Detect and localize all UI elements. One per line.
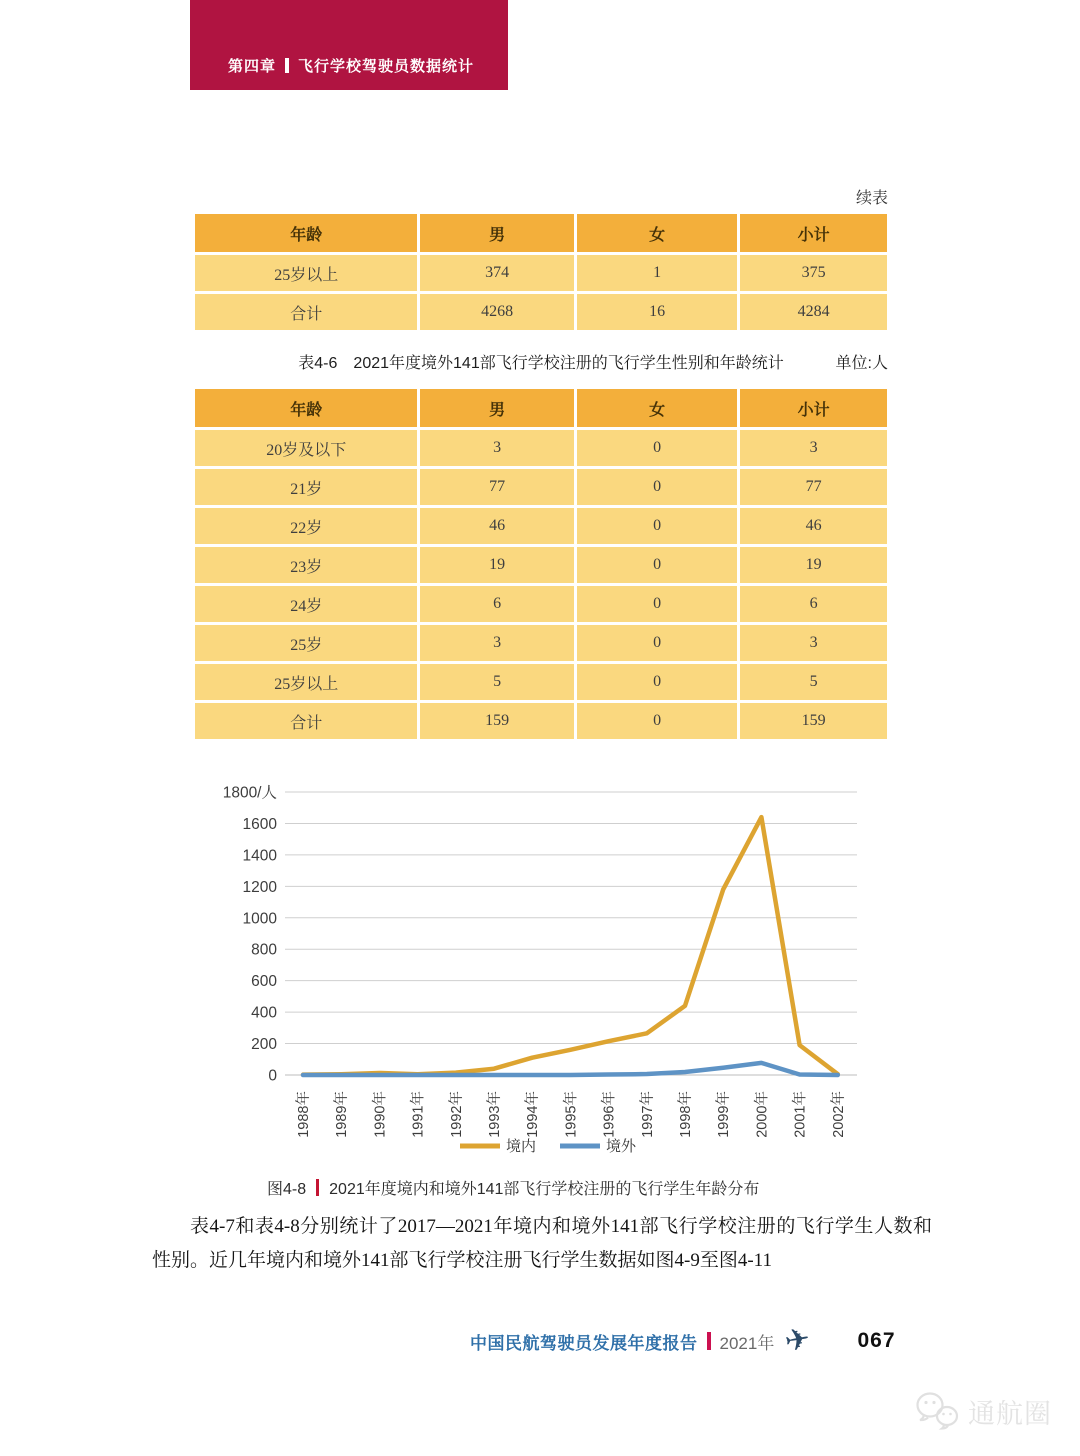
table-row xyxy=(195,703,887,739)
footer-separator-bar xyxy=(707,1332,711,1350)
figure-caption-separator-bar xyxy=(316,1179,319,1196)
age-distribution-chart xyxy=(205,777,885,1175)
table-row xyxy=(195,664,887,700)
chart-ytick-label: 1400 xyxy=(242,847,277,865)
chapter-banner xyxy=(190,0,508,90)
table-cell: 0 xyxy=(577,508,737,544)
chart-ytick-label: 1600 xyxy=(242,815,277,833)
chart-xtick-label: 2002年 xyxy=(830,1091,847,1138)
chart-svg xyxy=(205,777,885,1175)
chart-xtick-label: 1989年 xyxy=(334,1091,351,1138)
table-row xyxy=(195,255,887,291)
column-header: 女 xyxy=(577,214,737,252)
table-cell: 0 xyxy=(577,469,737,505)
table-cell: 4268 xyxy=(420,294,574,330)
table-cell: 3 xyxy=(740,430,887,466)
chart-xtick-label: 1991年 xyxy=(410,1091,427,1138)
table-cell: 22岁 xyxy=(195,508,417,544)
table-4-6-label: 表4-6 xyxy=(298,355,338,372)
watermark xyxy=(914,1390,1052,1432)
table-cell: 5 xyxy=(420,664,574,700)
table-4-6 xyxy=(192,386,890,742)
chart-xtick-label: 1993年 xyxy=(487,1091,503,1138)
table-row xyxy=(195,508,887,544)
table-cell: 23岁 xyxy=(195,547,417,583)
table-row xyxy=(195,586,887,622)
table-cell: 3 xyxy=(740,625,887,661)
column-header: 男 xyxy=(420,214,574,252)
chart-ytick-label: 800 xyxy=(251,941,277,959)
table-header-row xyxy=(195,389,887,427)
legend-label: 境内 xyxy=(506,1138,537,1155)
table-cell: 0 xyxy=(577,586,737,622)
table-cell: 1 xyxy=(577,255,737,291)
table-cell: 3 xyxy=(420,430,574,466)
chapter-title: 飞行学校驾驶员数据统计 xyxy=(298,58,475,75)
table-row xyxy=(195,430,887,466)
table-4-6-caption xyxy=(192,352,890,376)
chapter-separator-bar xyxy=(285,58,289,73)
table-cell: 0 xyxy=(577,703,737,739)
table-cell: 25岁 xyxy=(195,625,417,661)
table-4-6-unit: 单位:人 xyxy=(835,355,888,372)
watermark-text: 通航圈 xyxy=(968,1398,1052,1429)
table-cell: 25岁以上 xyxy=(195,255,417,291)
page-footer xyxy=(470,1322,896,1359)
chart-ytick-label: 1200 xyxy=(242,878,277,896)
chart-ytick-label: 600 xyxy=(251,973,277,991)
column-header: 男 xyxy=(420,389,574,427)
table-cell: 3 xyxy=(420,625,574,661)
continued-table-label: 续表 xyxy=(855,190,888,207)
chart-xtick-label: 1988年 xyxy=(296,1091,312,1138)
footer-report-title: 中国民航驾驶员发展年度报告 xyxy=(470,1333,698,1353)
chart-xtick-label: 1992年 xyxy=(448,1091,465,1138)
chart-xtick-label: 1997年 xyxy=(639,1091,656,1138)
chart-xtick-label: 1996年 xyxy=(601,1091,618,1138)
table-cell: 375 xyxy=(740,255,887,291)
table-cell: 77 xyxy=(420,469,574,505)
footer-year: 2021年 xyxy=(719,1333,775,1353)
column-header: 小计 xyxy=(740,214,887,252)
table-cell: 25岁以上 xyxy=(195,664,417,700)
legend-label: 境外 xyxy=(606,1138,637,1155)
table-cell: 6 xyxy=(420,586,574,622)
chart-xtick-label: 1990年 xyxy=(372,1091,389,1138)
table-cell: 0 xyxy=(577,430,737,466)
table-cell: 159 xyxy=(420,703,574,739)
figure-caption xyxy=(267,1176,759,1199)
chart-ytick-label: 0 xyxy=(268,1067,277,1085)
chart-xtick-label: 1999年 xyxy=(716,1091,733,1138)
table-cell: 19 xyxy=(420,547,574,583)
table-cell: 16 xyxy=(577,294,737,330)
chart-ytick-label: 1000 xyxy=(242,910,277,928)
chart-series-line xyxy=(303,1063,838,1075)
table-row xyxy=(195,469,887,505)
table-cell: 159 xyxy=(740,703,887,739)
table-cell: 0 xyxy=(577,547,737,583)
body-paragraph: 表4-7和表4-8分别统计了2017—2021年境内和境外141部飞行学校注册的飞行学生人数和性别。近几年境内和境外141部飞行学校注册飞行学生数据如图4-9至图4-11 xyxy=(152,1216,932,1271)
table-cell: 合计 xyxy=(195,294,417,330)
chapter-label: 第四章 xyxy=(228,58,277,75)
chart-xtick-label: 1998年 xyxy=(678,1091,694,1138)
table-row xyxy=(195,625,887,661)
page-number: 067 xyxy=(857,1329,896,1352)
table-cell: 5 xyxy=(740,664,887,700)
table-cell: 19 xyxy=(740,547,887,583)
column-header: 年龄 xyxy=(195,214,417,252)
chart-xtick-label: 1995年 xyxy=(563,1091,580,1138)
chart-xtick-label: 2001年 xyxy=(792,1091,809,1138)
table-cell: 合计 xyxy=(195,703,417,739)
table-cell: 4284 xyxy=(740,294,887,330)
chart-series-line xyxy=(303,817,838,1075)
chart-xtick-label: 2000年 xyxy=(754,1091,771,1138)
airplane-icon: ✈ xyxy=(782,1322,814,1359)
table-cell: 374 xyxy=(420,255,574,291)
table-row xyxy=(195,547,887,583)
table-cell: 46 xyxy=(420,508,574,544)
table-cell: 21岁 xyxy=(195,469,417,505)
chart-xtick-label: 1994年 xyxy=(525,1091,542,1138)
column-header: 小计 xyxy=(740,389,887,427)
figure-caption-text: 2021年度境内和境外141部飞行学校注册的飞行学生年龄分布 xyxy=(329,1181,760,1198)
table-cell: 6 xyxy=(740,586,887,622)
table-4-6-title: 2021年度境外141部飞行学校注册的飞行学生性别和年龄统计 xyxy=(353,355,784,372)
table-continued xyxy=(192,211,890,333)
column-header: 年龄 xyxy=(195,389,417,427)
table-header-row xyxy=(195,214,887,252)
table-cell: 77 xyxy=(740,469,887,505)
chart-ytick-label: 200 xyxy=(251,1036,277,1054)
table-cell: 46 xyxy=(740,508,887,544)
chart-ytick-label: 1800/人 xyxy=(222,784,277,802)
wechat-logo-icon xyxy=(914,1390,962,1432)
table-cell: 24岁 xyxy=(195,586,417,622)
figure-label: 图4-8 xyxy=(267,1181,307,1198)
column-header: 女 xyxy=(577,389,737,427)
table-cell: 0 xyxy=(577,625,737,661)
table-row xyxy=(195,294,887,330)
table-cell: 20岁及以下 xyxy=(195,430,417,466)
table-cell: 0 xyxy=(577,664,737,700)
chart-ytick-label: 400 xyxy=(251,1004,277,1022)
